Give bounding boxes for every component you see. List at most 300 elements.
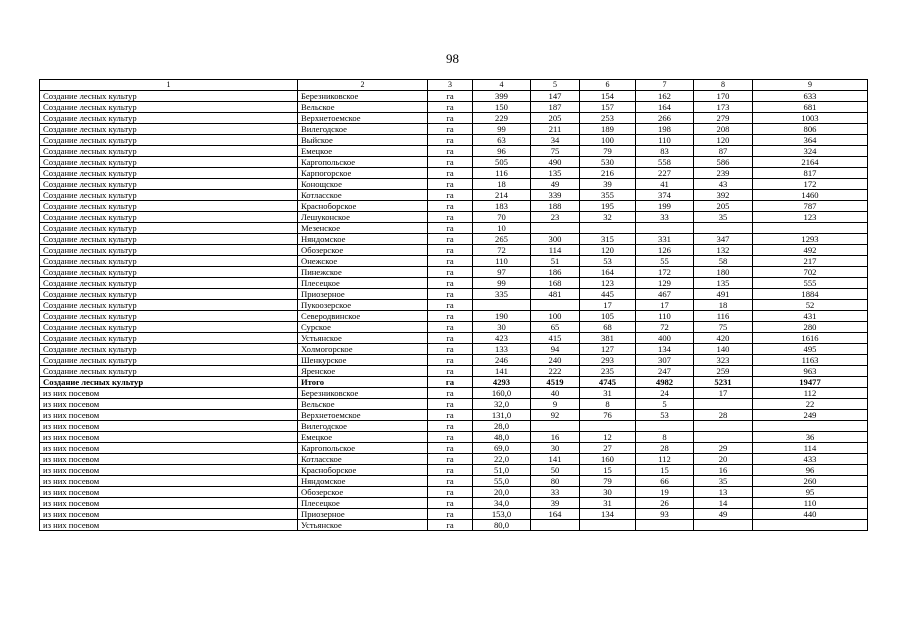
table-row — [40, 311, 868, 322]
total-cell: 1616 — [753, 333, 868, 344]
value-cell: 315 — [580, 234, 636, 245]
value-cell: 110 — [473, 256, 531, 267]
value-cell: 8 — [636, 432, 694, 443]
total-cell: 324 — [753, 146, 868, 157]
total-cell: 817 — [753, 168, 868, 179]
activity-cell: Создание лесных культур — [40, 135, 298, 146]
value-cell: 99 — [473, 278, 531, 289]
unit-cell: га — [428, 443, 473, 454]
value-cell — [694, 432, 753, 443]
value-cell: 157 — [580, 102, 636, 113]
value-cell: 20,0 — [473, 487, 531, 498]
value-cell: 415 — [531, 333, 580, 344]
activity-cell: Создание лесных культур — [40, 102, 298, 113]
value-cell: 211 — [531, 124, 580, 135]
value-cell: 80 — [531, 476, 580, 487]
value-cell: 114 — [531, 245, 580, 256]
forestry-cell: Лешуконское — [298, 212, 428, 223]
activity-cell: из них посевом — [40, 432, 298, 443]
value-cell: 4982 — [636, 377, 694, 388]
total-cell: 440 — [753, 509, 868, 520]
value-cell: 195 — [580, 201, 636, 212]
unit-cell: га — [428, 454, 473, 465]
value-cell: 141 — [473, 366, 531, 377]
value-cell: 29 — [694, 443, 753, 454]
table-row — [40, 135, 868, 146]
total-cell: 1163 — [753, 355, 868, 366]
activity-cell: из них посевом — [40, 410, 298, 421]
forestry-cell: Верхнетоемское — [298, 113, 428, 124]
value-cell: 335 — [473, 289, 531, 300]
value-cell: 17 — [694, 388, 753, 399]
total-cell: 1884 — [753, 289, 868, 300]
value-cell: 467 — [636, 289, 694, 300]
forestry-cell: Няндомское — [298, 234, 428, 245]
total-cell: 806 — [753, 124, 868, 135]
table-row — [40, 91, 868, 102]
table-row — [40, 399, 868, 410]
value-cell: 173 — [694, 102, 753, 113]
value-cell: 214 — [473, 190, 531, 201]
activity-cell: Создание лесных культур — [40, 355, 298, 366]
value-cell: 8 — [580, 399, 636, 410]
table-row — [40, 102, 868, 113]
total-cell: 36 — [753, 432, 868, 443]
unit-cell: га — [428, 344, 473, 355]
unit-cell: га — [428, 179, 473, 190]
unit-cell: га — [428, 388, 473, 399]
value-cell: 227 — [636, 168, 694, 179]
value-cell: 87 — [694, 146, 753, 157]
value-cell: 190 — [473, 311, 531, 322]
unit-cell: га — [428, 465, 473, 476]
value-cell: 83 — [636, 146, 694, 157]
activity-cell: Создание лесных культур — [40, 234, 298, 245]
value-cell: 65 — [531, 322, 580, 333]
value-cell: 33 — [531, 487, 580, 498]
total-cell: 249 — [753, 410, 868, 421]
value-cell — [531, 421, 580, 432]
value-cell: 374 — [636, 190, 694, 201]
unit-cell: га — [428, 333, 473, 344]
value-cell — [531, 520, 580, 531]
forestry-cell: Березниковское — [298, 388, 428, 399]
value-cell: 55,0 — [473, 476, 531, 487]
total-cell: 555 — [753, 278, 868, 289]
forestry-cell: Мезенское — [298, 223, 428, 234]
value-cell: 39 — [531, 498, 580, 509]
total-cell: 681 — [753, 102, 868, 113]
value-cell: 183 — [473, 201, 531, 212]
value-cell: 392 — [694, 190, 753, 201]
forestry-cell: Вилегодское — [298, 421, 428, 432]
forestry-cell: Емецкое — [298, 146, 428, 157]
value-cell: 147 — [531, 91, 580, 102]
value-cell: 259 — [694, 366, 753, 377]
value-cell: 51 — [531, 256, 580, 267]
activity-cell: Создание лесных культур — [40, 179, 298, 190]
value-cell: 153,0 — [473, 509, 531, 520]
forestry-cell: Устьянское — [298, 333, 428, 344]
table-row — [40, 168, 868, 179]
value-cell: 28,0 — [473, 421, 531, 432]
value-cell: 30 — [473, 322, 531, 333]
value-cell — [531, 300, 580, 311]
activity-cell: Создание лесных культур — [40, 245, 298, 256]
value-cell: 135 — [531, 168, 580, 179]
value-cell — [580, 421, 636, 432]
activity-cell: из них посевом — [40, 476, 298, 487]
value-cell: 72 — [636, 322, 694, 333]
value-cell: 586 — [694, 157, 753, 168]
activity-cell: Создание лесных культур — [40, 344, 298, 355]
forestry-cell: Приозерное — [298, 289, 428, 300]
value-cell — [580, 223, 636, 234]
forestry-cell: Шенкурское — [298, 355, 428, 366]
value-cell: 76 — [580, 410, 636, 421]
value-cell: 41 — [636, 179, 694, 190]
value-cell: 35 — [694, 476, 753, 487]
value-cell — [636, 520, 694, 531]
forestry-cell: Яренское — [298, 366, 428, 377]
value-cell: 97 — [473, 267, 531, 278]
value-cell: 28 — [694, 410, 753, 421]
unit-cell: га — [428, 432, 473, 443]
value-cell: 253 — [580, 113, 636, 124]
value-cell: 34,0 — [473, 498, 531, 509]
activity-cell: Создание лесных культур — [40, 377, 298, 388]
value-cell: 105 — [580, 311, 636, 322]
value-cell: 505 — [473, 157, 531, 168]
value-cell: 222 — [531, 366, 580, 377]
value-cell: 100 — [531, 311, 580, 322]
value-cell: 79 — [580, 476, 636, 487]
value-cell: 12 — [580, 432, 636, 443]
value-cell — [473, 300, 531, 311]
value-cell: 129 — [636, 278, 694, 289]
unit-cell: га — [428, 146, 473, 157]
table-row — [40, 322, 868, 333]
forestry-cell: Красноборское — [298, 201, 428, 212]
value-cell: 18 — [694, 300, 753, 311]
forestry-cell: Няндомское — [298, 476, 428, 487]
value-cell: 423 — [473, 333, 531, 344]
value-cell: 123 — [580, 278, 636, 289]
total-cell: 431 — [753, 311, 868, 322]
value-cell: 266 — [636, 113, 694, 124]
forestry-cell: Конощское — [298, 179, 428, 190]
forestry-cell: Выйское — [298, 135, 428, 146]
column-number-header: 3 — [428, 80, 473, 91]
forestry-cell: Вельское — [298, 102, 428, 113]
value-cell: 33 — [636, 212, 694, 223]
forestry-cell: Холмогорское — [298, 344, 428, 355]
forestry-cell: Пинежское — [298, 267, 428, 278]
table-row — [40, 124, 868, 135]
value-cell: 80,0 — [473, 520, 531, 531]
value-cell: 16 — [531, 432, 580, 443]
forestry-cell: Сурское — [298, 322, 428, 333]
value-cell: 189 — [580, 124, 636, 135]
total-cell: 52 — [753, 300, 868, 311]
value-cell: 49 — [694, 509, 753, 520]
activity-cell: Создание лесных культур — [40, 366, 298, 377]
table-row — [40, 366, 868, 377]
value-cell: 17 — [636, 300, 694, 311]
value-cell: 339 — [531, 190, 580, 201]
activity-cell: из них посевом — [40, 443, 298, 454]
value-cell: 216 — [580, 168, 636, 179]
column-number-header: 2 — [298, 80, 428, 91]
table-row — [40, 212, 868, 223]
unit-cell: га — [428, 256, 473, 267]
value-cell: 93 — [636, 509, 694, 520]
unit-cell: га — [428, 135, 473, 146]
unit-cell: га — [428, 212, 473, 223]
value-cell: 112 — [636, 454, 694, 465]
total-cell: 123 — [753, 212, 868, 223]
value-cell: 31 — [580, 388, 636, 399]
unit-cell: га — [428, 476, 473, 487]
value-cell: 116 — [473, 168, 531, 179]
unit-cell: га — [428, 487, 473, 498]
table-row — [40, 487, 868, 498]
forest-culture-table — [39, 79, 868, 531]
value-cell: 154 — [580, 91, 636, 102]
value-cell: 160,0 — [473, 388, 531, 399]
table-row — [40, 410, 868, 421]
unit-cell: га — [428, 410, 473, 421]
value-cell: 140 — [694, 344, 753, 355]
value-cell: 110 — [636, 311, 694, 322]
unit-cell: га — [428, 498, 473, 509]
value-cell: 17 — [580, 300, 636, 311]
unit-cell: га — [428, 421, 473, 432]
activity-cell: из них посевом — [40, 454, 298, 465]
unit-cell: га — [428, 190, 473, 201]
activity-cell: Создание лесных культур — [40, 212, 298, 223]
value-cell: 19 — [636, 487, 694, 498]
value-cell: 5 — [636, 399, 694, 410]
value-cell: 75 — [531, 146, 580, 157]
value-cell: 20 — [694, 454, 753, 465]
value-cell: 239 — [694, 168, 753, 179]
value-cell — [531, 223, 580, 234]
table-row — [40, 146, 868, 157]
unit-cell: га — [428, 377, 473, 388]
value-cell: 55 — [636, 256, 694, 267]
forestry-cell: Устьянское — [298, 520, 428, 531]
unit-cell: га — [428, 520, 473, 531]
total-cell: 633 — [753, 91, 868, 102]
value-cell: 164 — [636, 102, 694, 113]
activity-cell: из них посевом — [40, 487, 298, 498]
value-cell: 186 — [531, 267, 580, 278]
total-cell: 110 — [753, 498, 868, 509]
value-cell: 399 — [473, 91, 531, 102]
value-cell: 235 — [580, 366, 636, 377]
value-cell: 135 — [694, 278, 753, 289]
activity-cell: Создание лесных культур — [40, 91, 298, 102]
value-cell: 205 — [531, 113, 580, 124]
value-cell: 116 — [694, 311, 753, 322]
value-cell: 355 — [580, 190, 636, 201]
value-cell: 96 — [473, 146, 531, 157]
value-cell: 70 — [473, 212, 531, 223]
value-cell: 187 — [531, 102, 580, 113]
column-number-header: 6 — [580, 80, 636, 91]
activity-cell: Создание лесных культур — [40, 201, 298, 212]
value-cell: 16 — [694, 465, 753, 476]
value-cell: 160 — [580, 454, 636, 465]
value-cell: 481 — [531, 289, 580, 300]
table-row — [40, 344, 868, 355]
forestry-cell: Плесецкое — [298, 498, 428, 509]
total-cell: 1003 — [753, 113, 868, 124]
value-cell — [694, 223, 753, 234]
value-cell: 188 — [531, 201, 580, 212]
table-row — [40, 267, 868, 278]
total-cell: 1293 — [753, 234, 868, 245]
activity-cell: Создание лесных культур — [40, 256, 298, 267]
column-number-header: 8 — [694, 80, 753, 91]
total-cell: 963 — [753, 366, 868, 377]
value-cell — [694, 399, 753, 410]
value-cell: 72 — [473, 245, 531, 256]
value-cell: 32,0 — [473, 399, 531, 410]
value-cell: 162 — [636, 91, 694, 102]
activity-cell: из них посевом — [40, 421, 298, 432]
activity-cell: Создание лесных культур — [40, 223, 298, 234]
value-cell: 134 — [580, 509, 636, 520]
forestry-cell: Итого — [298, 377, 428, 388]
value-cell — [636, 223, 694, 234]
total-cell: 702 — [753, 267, 868, 278]
activity-cell: из них посевом — [40, 509, 298, 520]
value-cell: 265 — [473, 234, 531, 245]
value-cell — [694, 421, 753, 432]
forestry-cell: Верхнетоемское — [298, 410, 428, 421]
activity-cell: Создание лесных культур — [40, 157, 298, 168]
value-cell: 205 — [694, 201, 753, 212]
value-cell: 491 — [694, 289, 753, 300]
value-cell: 4745 — [580, 377, 636, 388]
column-number-header: 9 — [753, 80, 868, 91]
value-cell: 246 — [473, 355, 531, 366]
total-cell: 2164 — [753, 157, 868, 168]
value-cell: 420 — [694, 333, 753, 344]
forestry-cell: Котласское — [298, 454, 428, 465]
total-cell: 787 — [753, 201, 868, 212]
value-cell: 40 — [531, 388, 580, 399]
value-cell: 120 — [694, 135, 753, 146]
value-cell: 66 — [636, 476, 694, 487]
unit-cell: га — [428, 124, 473, 135]
unit-cell: га — [428, 509, 473, 520]
value-cell: 164 — [580, 267, 636, 278]
unit-cell: га — [428, 355, 473, 366]
value-cell: 49 — [531, 179, 580, 190]
unit-cell: га — [428, 366, 473, 377]
unit-cell: га — [428, 102, 473, 113]
value-cell: 43 — [694, 179, 753, 190]
value-cell: 63 — [473, 135, 531, 146]
value-cell: 24 — [636, 388, 694, 399]
value-cell: 164 — [531, 509, 580, 520]
unit-cell: га — [428, 267, 473, 278]
value-cell: 127 — [580, 344, 636, 355]
table-row — [40, 465, 868, 476]
total-cell — [753, 223, 868, 234]
activity-cell: Создание лесных культур — [40, 333, 298, 344]
value-cell: 15 — [580, 465, 636, 476]
total-cell: 96 — [753, 465, 868, 476]
unit-cell: га — [428, 322, 473, 333]
forestry-cell: Пукоозерское — [298, 300, 428, 311]
forestry-cell: Каргопольское — [298, 157, 428, 168]
activity-cell: из них посевом — [40, 388, 298, 399]
unit-cell: га — [428, 201, 473, 212]
value-cell: 27 — [580, 443, 636, 454]
value-cell: 331 — [636, 234, 694, 245]
total-cell: 433 — [753, 454, 868, 465]
value-cell: 126 — [636, 245, 694, 256]
value-cell: 34 — [531, 135, 580, 146]
table-row — [40, 157, 868, 168]
value-cell: 18 — [473, 179, 531, 190]
total-cell: 22 — [753, 399, 868, 410]
table-header-row — [40, 80, 868, 91]
value-cell: 53 — [636, 410, 694, 421]
unit-cell: га — [428, 223, 473, 234]
total-row — [40, 377, 868, 388]
value-cell: 5231 — [694, 377, 753, 388]
value-cell: 279 — [694, 113, 753, 124]
forestry-cell: Плесецкое — [298, 278, 428, 289]
value-cell: 445 — [580, 289, 636, 300]
activity-cell: из них посевом — [40, 520, 298, 531]
value-cell: 79 — [580, 146, 636, 157]
table-row — [40, 443, 868, 454]
value-cell: 23 — [531, 212, 580, 223]
total-cell: 217 — [753, 256, 868, 267]
forestry-cell: Онежское — [298, 256, 428, 267]
value-cell: 208 — [694, 124, 753, 135]
activity-cell: Создание лесных культур — [40, 146, 298, 157]
value-cell: 172 — [636, 267, 694, 278]
value-cell: 180 — [694, 267, 753, 278]
value-cell: 100 — [580, 135, 636, 146]
forestry-cell: Вельское — [298, 399, 428, 410]
value-cell: 229 — [473, 113, 531, 124]
table-row — [40, 333, 868, 344]
forestry-cell: Северодвинское — [298, 311, 428, 322]
unit-cell: га — [428, 234, 473, 245]
value-cell: 69,0 — [473, 443, 531, 454]
table-row — [40, 190, 868, 201]
activity-cell: Создание лесных культур — [40, 267, 298, 278]
value-cell: 53 — [580, 256, 636, 267]
activity-cell: Создание лесных культур — [40, 190, 298, 201]
activity-cell: Создание лесных культур — [40, 124, 298, 135]
value-cell: 347 — [694, 234, 753, 245]
total-cell: 172 — [753, 179, 868, 190]
forestry-cell: Каргопольское — [298, 443, 428, 454]
value-cell: 31 — [580, 498, 636, 509]
value-cell: 58 — [694, 256, 753, 267]
value-cell: 530 — [580, 157, 636, 168]
value-cell: 92 — [531, 410, 580, 421]
